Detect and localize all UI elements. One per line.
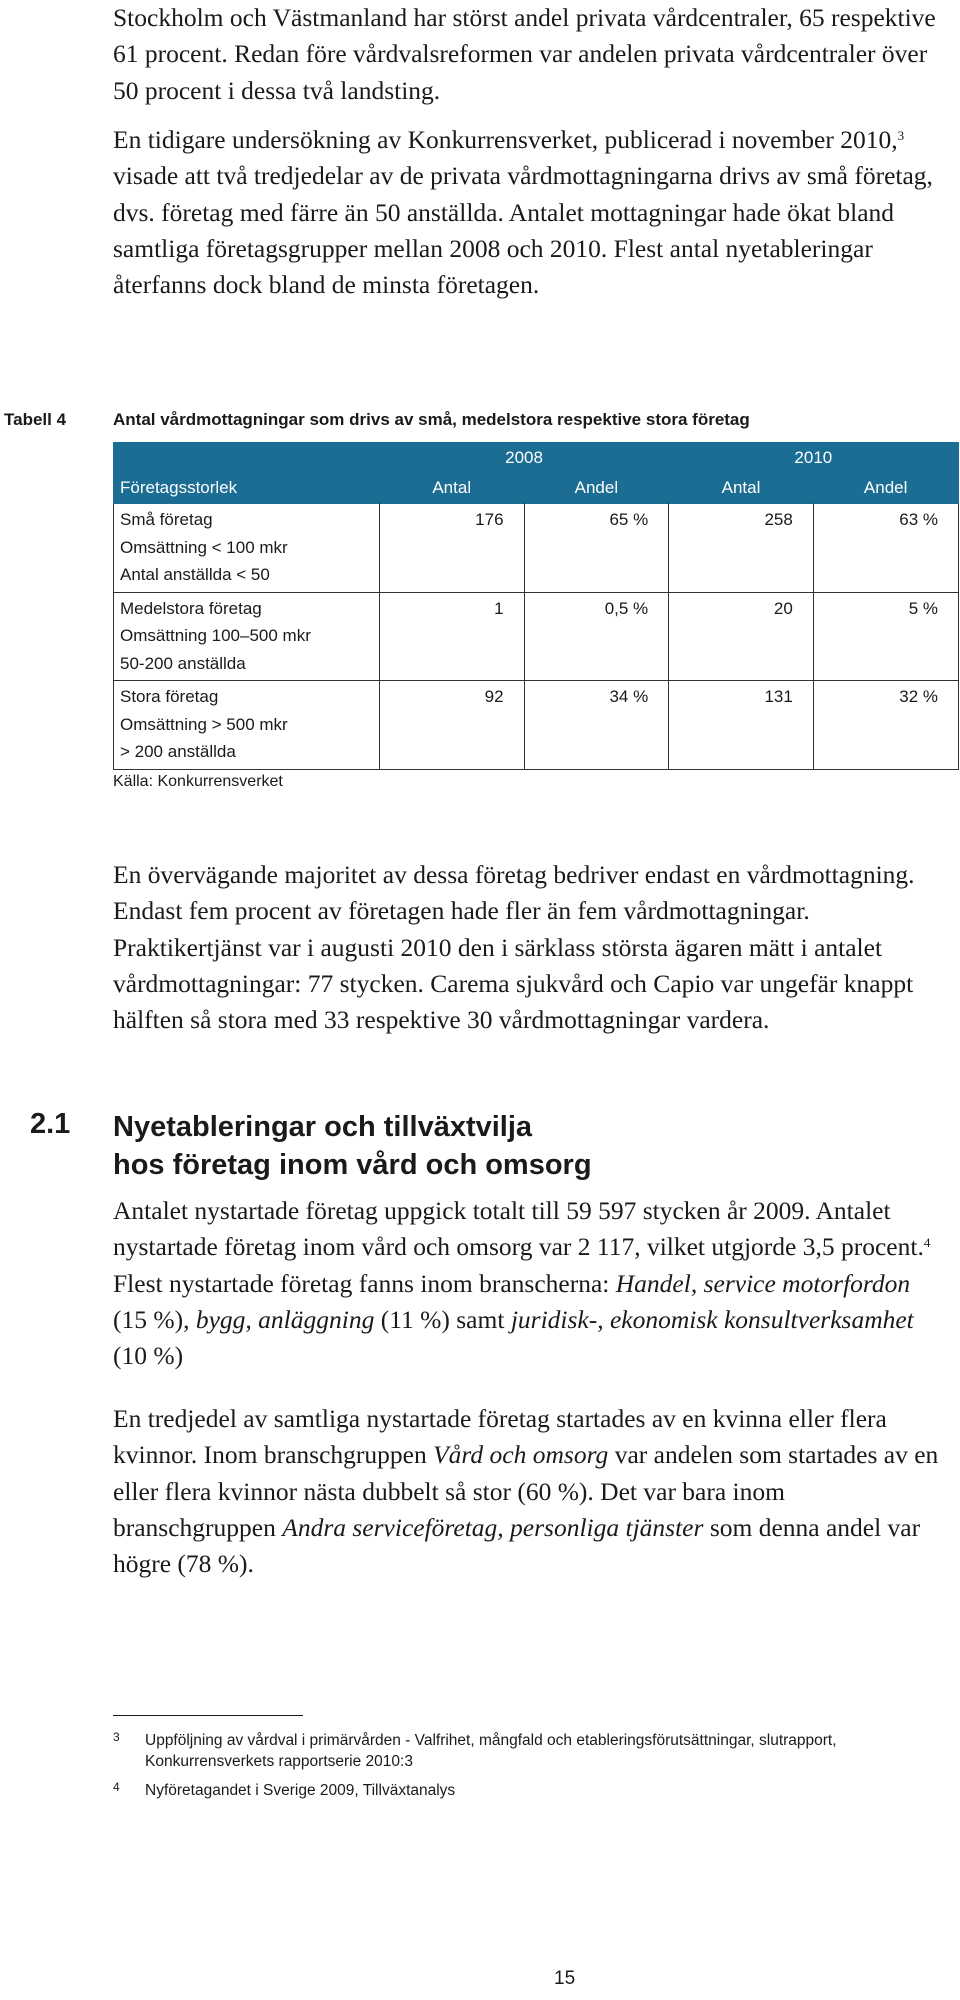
footnote-divider [113,1715,303,1716]
paragraph-text: Flest nystartade företag fanns inom branscherna: [113,1268,616,1298]
italic-text: Handel, service motorfordon [615,1268,911,1298]
table-header-antal: Antal [379,473,524,504]
table-year-row [114,443,959,474]
table-header-andel: Andel [813,473,958,504]
row-label-line: Medelstora företag [120,598,262,618]
cell-andel-2008: 0,5 % [524,592,669,681]
row-label-line: Antal anställda < 50 [120,565,270,584]
cell-andel-2008: 34 % [524,681,669,770]
paragraph-kvinnor [113,1401,943,1582]
cell-andel-2010: 32 % [813,681,958,770]
row-label [114,504,380,593]
paragraph-text: (11 %) samt [374,1304,511,1334]
paragraph-text: var andelen som startades av en eller flera kvinnor nästa dubbelt så stor (60 %). Det var bara inom branschgruppen [113,1440,939,1542]
paragraph-intro: Stockholm och Västmanland har störst andel privata vårdcentraler, 65 respektive 61 procent. Redan före vårdvalsreformen var andelen privata vårdcentraler över 50 procent i dessa två landsting. [113,3,936,105]
row-label-line: > 200 anställda [120,742,236,761]
cell-andel-2008: 65 % [524,504,669,593]
footnote-mark-3: 3 [113,1730,120,1744]
table-header-andel: Andel [524,473,669,504]
row-label-line: Stora företag [120,687,219,706]
row-label-line: Små företag [120,510,213,529]
table-label: Tabell 4 [4,410,67,429]
cell-antal-2008: 1 [379,592,524,681]
table-source: Källa: Konkurrensverket [113,773,283,790]
row-label-line: Omsättning > 500 mkr [120,714,288,734]
paragraph-nystartade [113,1193,943,1374]
row-label [114,681,380,770]
cell-antal-2008: 176 [379,504,524,593]
footnote-ref-4[interactable]: 4 [923,1235,931,1251]
table-header-antal: Antal [669,473,814,504]
cell-andel-2010: 63 % [813,504,958,593]
italic-text: Andra serviceföretag, personliga tjänster [282,1512,704,1542]
cell-antal-2008: 92 [379,681,524,770]
footnote-4: Nyföretagandet i Sverige 2009, Tillväxtanalys [145,1782,456,1799]
section-title-line: Nyetableringar och tillväxtvilja [113,1111,533,1143]
table-title: Antal vårdmottagningar som drivs av små, medelstora respektive stora företag [113,410,750,429]
italic-text: juridisk-, ekonomisk konsultverksamhet [510,1304,914,1334]
paragraph-konkurrensverket [113,122,943,303]
row-label-line: 50-200 anställda [120,653,246,673]
row-label-line: Omsättning < 100 mkr [120,537,288,557]
footnote-3: Uppföljning av vårdval i primärvården - Valfrihet, mångfald och etableringsförutsättningar, slutrapport, Konkurrensverkets rapportserie 2010:3 [145,1732,837,1770]
table-header-size: Företagsstorlek [114,473,380,504]
paragraph-text: En tidigare undersökning av Konkurrensverket, publicerad i november 2010, [113,125,898,154]
paragraph-majoritet: En övervägande majoritet av dessa företag bedriver endast en vårdmottagning. Endast fem procent av företagen hade fler än fem vårdmottagningar. Praktikertjänst var i augusti 2010 den i särklass största ägaren mätt i antalet vårdmottagningar: 77 stycken. Carema sjukvård och Capio var ungefär knappt hälften så stora med 33 respektive 30 vårdmottagningar vardera. [113,860,915,1035]
section-title-line: hos företag inom vård och omsorg [113,1149,592,1181]
paragraph-text: visade att två tredjedelar av de privata vårdmottagningarna drivs av små företag, dvs. företag med färre än 50 anställda. Antalet mottagningar hade ökat bland samtliga företagsgrupper mellan 2008 och 2010. Flest antal nyetableringar återfanns dock bland de minsta företagen. [113,161,933,300]
paragraph-text: som denna andel var högre (78 %). [113,1512,921,1579]
table-header-empty [114,443,380,474]
italic-text: Vård och omsorg [433,1440,609,1470]
table-row [114,592,959,681]
cell-antal-2010: 131 [669,681,814,770]
row-label [114,592,380,681]
page-number: 15 [554,1968,576,1989]
paragraph-text: (10 %) [113,1341,184,1371]
paragraph-text: (15 %), [113,1304,196,1334]
paragraph-text: Antalet nystartade företag uppgick totalt till 59 597 stycken år 2009. Antalet nystartade företag inom vård och omsorg var 2 117, vilket utgjorde 3,5 procent. [113,1196,924,1262]
section-title [113,1108,592,1184]
table-header-year-2008: 2008 [379,443,668,474]
cell-antal-2010: 258 [669,504,814,593]
cell-andel-2010: 5 % [813,592,958,681]
footnote-ref-3[interactable]: 3 [897,128,905,143]
data-table [113,442,959,770]
paragraph-text: En tredjedel av samtliga nystartade företag startades av en kvinna eller flera kvinnor. Inom branschgruppen [113,1404,887,1470]
table-column-row [114,473,959,504]
table-row [114,504,959,593]
section-number: 2.1 [30,1108,71,1140]
table-row [114,681,959,770]
row-label-line: Omsättning 100–500 mkr [120,626,311,645]
table-header-year-2010: 2010 [669,443,959,474]
cell-antal-2010: 20 [669,592,814,681]
italic-text: bygg, anläggning [195,1304,375,1334]
footnote-mark-4: 4 [113,1780,120,1794]
